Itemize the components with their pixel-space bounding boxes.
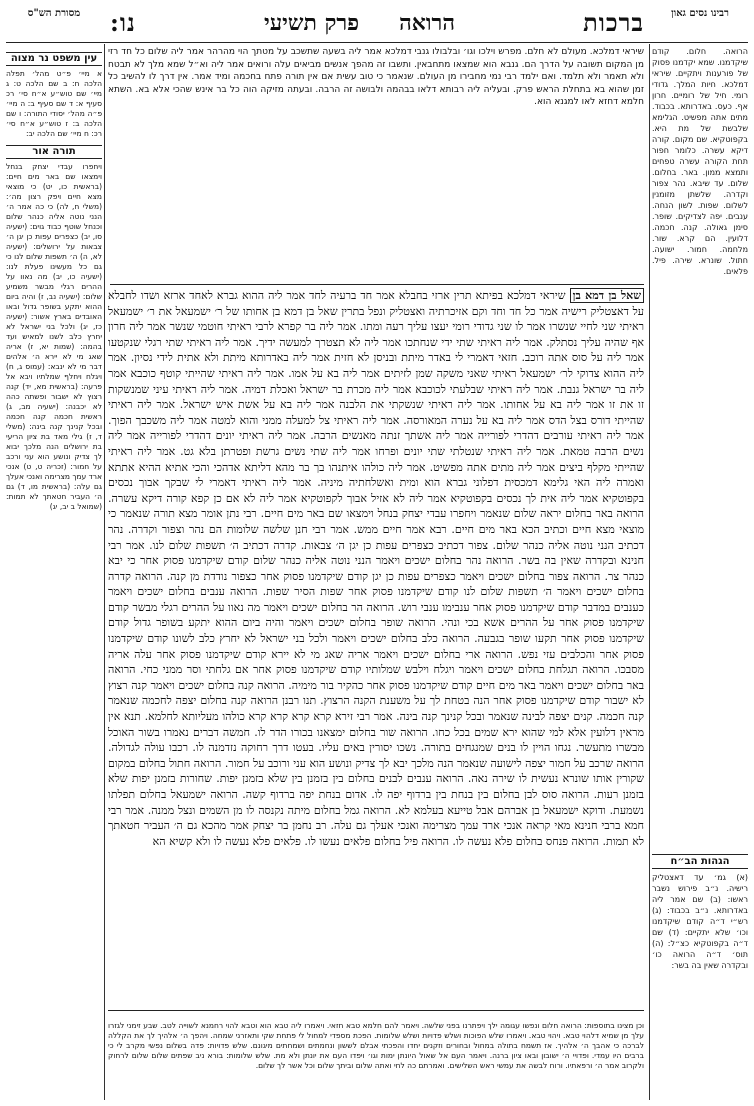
gemara-body: שיראי דמלכא בפיתא תרין ארזי בחבלא אמר חד ברעיה לחד אמר ליה ההוא גברא לאחד ארזא ושדו לחבלא על דאצטליק רישיה אמר כל חד וחד וקם אזיכרתיה ואצטליק ונפל בתרין שאל בן דמא בן אחותו של ר׳ ישמעאל את ר׳ ישמעאל ראיתי שני לחיי שנשרו אמר לו שני גדודי רומי יעצו עליך רעה ומתו. אמר ליה בר קפרא לרבי ראיתי חוטמי שנשר אמר ליה חרון אף שהיה עליך נסתלק. אמר ליה ראיתי שתי ידי שנחתכו אמר ליה לא תצטרך למעשה ידיך. אמר ליה ראיתי שתי רגלי שנקטעו אמר ליה על סוס אתה רוכב. חזאי דאמרי לי באדר מיתת ובניסן לא חזית אמר ליה באדרותא מיתת ולא אתית לידי נסיון. אמר ליה ההוא צדוקי לר׳ ישמעאל ראיתי שאני משקה שמן לזיתים אמר ליה בא על אמו. אמר ליה ראיתי שהייתי קוטף כוכבא אמר ליה בר ישראל גנבת. אמר ליה ראיתי שבלעתי לכוכבא אמר ליה מכרת בר ישראל ואכלת דמיה. אמר ליה ראיתי עיני שמנשקות זו את זו אמר ליה בא על אחותו. אמר ליה ראיתי שנשקתי את הלבנה אמר ליה בא על אשת איש ישראל. אמר ליה ראיתי שהייתי דורס בצל הדס אמר ליה בא על נערה המאורסה. אמר ליה ראיתי צל למעלה ממני והוא למטה אמר ליה משכבך הפוך. אמר ליה ראיתי עורבים דהדרי לפורייה אמר ליה אשתך זנתה מאנשים הרבה. אמר ליה ראיתי יונים דהדרי לפורייה אמר ליה נשים הרבה טמאת. אמר ליה ראיתי שנטלתי שתי יונים ופרחו אמר ליה שתי נשים גרשת ופטרתן בלא גט. אמר ליה ראיתי שהייתי מקלף ביצים אמר ליה מתים אתה מפשיט. אמר ליה כולהו איתנהו בך בר מהא דליתא אדהכי והכי אתיא ההיא אתתא ואמרה ליה האי גלימא דמכסית דפלוני גברא הוא ומית ואשלחתיה מיניה. אמר ליה ראיתי דאמרי לי שבקך אבוך נכסים בקפוטקיא אמר ליה אית לך נכסים בקפוטקיא אמר ליה לא אזיל אבוך לקפוטקיא אמר ליה לא אם כן קפא קורה דיקא עשרה. הרואה באר בחלום יראה שלום שנאמר ויחפרו עבדי יצחק בנחל וימצאו שם באר מים חיים. רבי נתן אומר מצא תורה שנאמר כי מוצאי מצא חיים וכתיב הכא באר מים חיים. רבא אמר חיים ממש. אמר רבי חנן שלשה שלומות הם נהר וצפור וקדרה. נהר דכתיב הנני נוטה אליה כנהר שלום. צפור דכתיב כצפרים עפות כן יגן ה׳ צבאות. קדרה דכתיב ה׳ תשפות שלום לנו. אמר רבי חנינא ובקדרה שאין בה בשר. הרואה נהר בחלום ישכים ויאמר הנני נוטה אליה כנהר שלום קודם שיקדמנו פסוק אחר כי יבא כנהר צר. הרואה צפור בחלום ישכים ויאמר כצפרים עפות כן יגן קודם שיקדמנו פסוק אחר כצפור נודדת מן קנה. הרואה קדרה בחלום ישכים ויאמר ה׳ תשפות שלום לנו קודם שיקדמנו פסוק אחר שפות הסיר שפות. הרואה ענבים בחלום ישכים ויאמר כענבים במדבר קודם שיקדמנו פסוק אחר ענבימו ענבי רוש. הרואה הר בחלום ישכים ויאמר מה נאוו על ההרים רגלי מבשר קודם שיקדמנו פסוק אחר על ההרים אשא בכי ונהי. הרואה שופר בחלום ישכים ויאמר והיה ביום ההוא יתקע בשופר גדול קודם שיקדמנו פסוק אחר תקעו שופר בגבעה. הרואה כלב בחלום ישכים ויאמר ולכל בני ישראל לא יחרץ כלב לשונו קודם שיקדמנו פסוק אחר והכלבים עזי נפש. הרואה ארי בחלום ישכים ויאמר אריה שאג מי לא יירא קודם שיקדמנו פסוק אחר עלה אריה מסבכו. הרואה תגלחת בחלום ישכים ויאמר ויגלח וילבש שמלותיו קודם שיקדמנו פסוק אחר אם גלחתי וסר ממני כחי. הרואה באר בחלום ישכים ויאמר באר מים חיים קודם שיקדמנו פסוק אחר כהקיר בור מימיה. הרואה קנה בחלום ישכים ויאמר קנה רצוץ לא ישבור קודם שיקדמנו פסוק אחר הנה בטחת לך על משענת הקנה הרצוץ. תנו רבנן הרואה קנה בחלום יצפה לחכמה שנאמר קנה חכמה. קנים יצפה לבינה שנאמר ובכל קנינך קנה בינה. אמר רבי זירא קרא קרא קרא קרא כולהו מעליותא לחלמא. תנא אין מראין דלועין אלא למי שהוא ירא שמים בכל כחו. הרואה שור בחלום ימצאנו בכורו הדר לו. חמשה דברים נאמרו בשור האוכל מבשרו מתעשר. נגחו הויין לו בנים שמנגחים בתורה. נשכו יסורין באים עליו. בעטו דרך רחוקה נזדמנה לו. רכבו עולה לגדולה. הרואה שרכב על חמור יצפה לישועה שנאמר הנה מלכך יבא לך צדיק ונושע הוא עני ורוכב על חמור. הרואה חתול בחלום במקום שקורין אותו שונרא נעשית לו שירה נאה. הרואה ענבים לבנים בחלום בין בזמנן בין שלא בזמנן יפות. שחורות בזמנן יפות שלא בזמנן רעות. הרואה סוס לבן בחלום בין בנחת בין ברדוף יפה לו. אדום בנחת יפה ברדוף קשה. הרואה ישמעאל בחלום תפלתו נשמעת. ודוקא ישמעאל בן אברהם אבל טייעא בעלמא לא. הרואה גמל בחלום מיתה נקנסה לו מן השמים ונצל ממנה. אמר רבי חמא ברבי חנינא מאי קראה אנכי ארד עמך מצרימה ואנכי אעלך גם עלה. רב נחמן בר יצחק אמר מהכא גם ה׳ העביר חטאתך לא תמות. הרואה פנחס בחלום פלא נעשה לו. הרואה פיל בחלום פלאים נעשו לו. פלאים פלא נעשה לו ולא קשיא הא [108, 289, 644, 848]
torah-or-title: תורה אור [6, 145, 102, 159]
hagahot-title: הגהות הב״ח [652, 854, 748, 869]
masoret-title: מסורת הש"ס [27, 8, 81, 19]
gemara-lead-words: שאל בן דמא בן [570, 288, 644, 303]
rashi-commentary [652, 46, 748, 951]
right-column-divider [649, 44, 650, 1100]
hagahot-text: (א) גמ׳ עד דאצטליק רישיה. נ״ב פירוש נשבר ראשו: (ב) שם אמר ליה באדרותא. נ״ב בכבוד: (ג) רש״י ד״ה קודם שיקדמנו וכו׳ שלא יתקיים: (ד) שם ד״ה בקפוטקיא כצ״ל: (ה) תוס׳ ד״ה הרואה כו׳ ובקדרה שאין בה בשר: [652, 873, 748, 970]
left-margin-notes [6, 46, 102, 1094]
tosafot-commentary [108, 46, 644, 281]
left-column-divider [104, 44, 105, 1100]
bible-citations-footer [108, 1010, 644, 1103]
gemara-main-text [108, 288, 644, 1008]
header-middle [264, 10, 455, 36]
rabbeinu-nissim-title: רבינו נסים גאון [671, 8, 729, 19]
perek-label: פרק תשיעי [263, 10, 360, 36]
folio-number: ברכות [583, 8, 644, 37]
hagahot-box [652, 848, 748, 1096]
ein-mishpat-text: א מיי׳ פ״ט מהל׳ תפלה הלכה ח: ב שם הלכה ט: ג מיי׳ שם טוש״ע א״ח סי׳ רכ סעיף א: ד שם סעיף ב: ה מיי׳ פ״ה מהל׳ יסודי התורה: ו שם הלכה ב: ז טוש״ע א״ח סי׳ רכ: ח מיי׳ שם הלכה יב: [6, 69, 102, 138]
header-rule [6, 42, 748, 43]
commentary-divider [110, 284, 644, 285]
rashi-text: הרואה. חלום. קודם שיקדמנו. שמא יקדמנו פסוק של פורענות ויתקיים. שיראי דמלכא. חיות המלך. גדודי רומי. חיל של רומיים. חרון אף. כעס. באדרותא. בכבוד. מתים אתה מפשיט. הגלימא שלבשת של מת היא. בקפוטקיא. שם מקום. קורה דיקא עשרה. כלומר חפור תחת הקורה עשרה טפחים ותמצא ממון. באר. בחלום. שלום. עד שיבא. נהר צפור וקדרה. שלשתן מזומנין לשלום. שפות. לשון הנחה. ענבים. יפה לצדיקים. שופר. סימן גאולה. קנה. חכמה. דלועין. הם קרא. שור. מלחמה. חמור. ישועה. חתול. שונרא. שירה. פיל. פלאים. [652, 47, 748, 276]
tractate-name: נו: [110, 8, 136, 37]
page-header [110, 6, 644, 40]
torah-or-text: ויחפרו עבדי יצחק בנחל וימצאו שם באר מים חיים: (בראשית כו, יט) כי מוצאי מצא חיים ויפק רצון מה׳: (משלי ח, לה) כי כה אמר ה׳ הנני נוטה אליה כנהר שלום וכנחל שוטף כבוד גוים: (ישעיה סו, יב) כצפרים עפות כן יגן ה׳ צבאות על ירושלים: (ישעיה לא, ה) ה׳ תשפות שלום לנו כי גם כל מעשינו פעלת לנו: (ישעיה כו, יב) מה נאוו על ההרים רגלי מבשר משמיע שלום: (ישעיה נב, ז) והיה ביום ההוא יתקע בשופר גדול ובאו האובדים בארץ אשור: (ישעיה כז, יג) ולכל בני ישראל לא יחרץ כלב לשנו למאיש ועד בהמה: (שמות יא, ז) אריה שאג מי לא יירא ה׳ אלהים דבר מי לא ינבא: (עמוס ג, ח) ויגלח ויחלף שמלתיו ויבא אל פרעה: (בראשית מא, יד) קנה רצוץ לא ישבור ופשתה כהה לא יכבנה: (ישעיה מב, ג) ראשית חכמה קנה חכמה ובכל קנינך קנה בינה: (משלי ד, ז) גילי מאד בת ציון הריעי בת ירושלים הנה מלכך יבוא לך צדיק ונושע הוא עני ורכב על חמור: (זכריה ט, ט) אנכי ארד עמך מצרימה ואנכי אעלך גם עלה: (בראשית מו, ד) גם ה׳ העביר חטאתך לא תמות: (שמואל ב יב, יג) [6, 162, 102, 511]
footer-text: וכן מצינו בתוספות: הרואה חלום ונפשו עגומה ילך ויפתרנו בפני שלשה. ויאמר להם חלמא טבא חזאי. ויאמרו ליה טבא הוא וטבא להוי רחמנא לשוייה לטב. שבע זימני לגזרו עלך מן שמיא דלהוי טבא. ויהוי טבא. ויאמרו שלש הפוכות ושלש פדויות ושלש שלומות. הפכת מספדי למחול לי פתחת שקי ותאזרני שמחה. ויהפך ה׳ אלהיך לך את הקללה לברכה כי אהבך ה׳ אלהיך. אז תשמח בתולה במחול ובחורים וזקנים יחדו והפכתי אבלם לששון ונחמתים ושמחתים מיגונם. שלש פדויות: פדה בשלום נפשי מקרב לי כי ברבים היו עמדי. ופדויי ה׳ ישובון ובאו ציון ברנה. ויאמר העם אל שאול היונתן ימות וגו׳ ויפדו העם את יונתן ולא מת. שלש שלומות: בורא ניב שפתים שלום שלום לרחוק ולקרוב אמר ה׳ ורפאתיו. ורוח לבשה את עמשי ראש השלישים. ואמרתם כה לחי ואתה שלום וביתך שלום וכל אשר לך שלום. [108, 1020, 644, 1070]
chapter-label: הרואה [399, 10, 455, 36]
tosafot-text: שיראי דמלכא. מעולם לא חלם. מפרש וילכו וגו׳ ובלבולו גנבי דמלכא אמר ליה בשעה שתשכב על מטתך הוי מהרהר אמר ליה שלום כל חד רזי מן המקום תשובה על הדרך הם. גנבא הוא שמצאו מתחבאין. ותשבו זה מהפך אנשים מביאים עלה ורואים אמר ליה וא״ל שמא מלך לא תבטח ולא תאמר ולא תלמד. ואם ילמד רבי נמי מחבירו מן העולם. שנאמר כי טוב עשית אם אין תורה פתח בחכמה ומיד אמר. אין דרך לו להשיב כל זמן שהוא בא בתחלת הראש פרק. ובעליה ליה רבותא דלאו בבהמה ולבושה זה הרבה. ובעתה מזיקה הוה כל בר אינש שהכי אלא בא. השתא חלמא דחזא לאו למגנא הוא. [108, 47, 644, 107]
ein-mishpat-title: עין משפט נר מצוה [6, 52, 102, 66]
